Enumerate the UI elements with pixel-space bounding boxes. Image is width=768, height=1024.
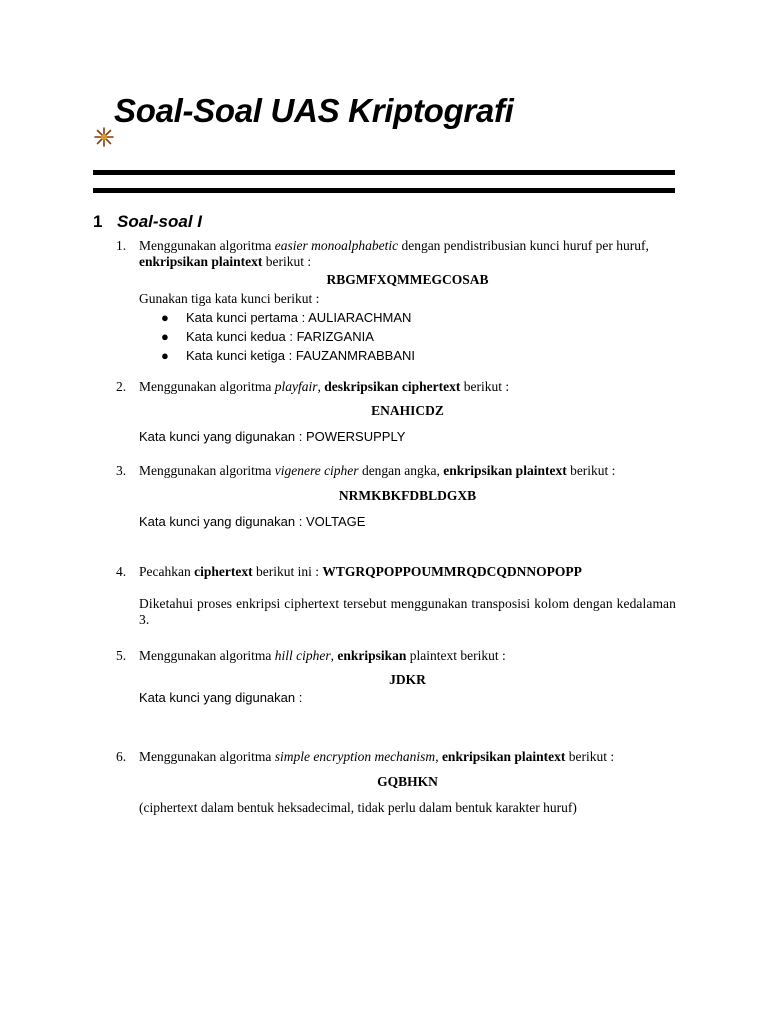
code-text: WTGRQPOPPOUMMRQDCQDNNOPOPP bbox=[322, 564, 582, 579]
question-number: 1. bbox=[116, 238, 127, 253]
question-number: 5. bbox=[116, 648, 127, 663]
text-segment: Menggunakan algoritma bbox=[139, 379, 275, 394]
text-segment: berikut : bbox=[566, 463, 616, 478]
algorithm-name: hill cipher bbox=[274, 648, 331, 663]
code-text: JDKR bbox=[389, 672, 426, 687]
text-segment: Menggunakan algoritma bbox=[139, 238, 275, 253]
question-5 bbox=[116, 648, 676, 706]
text-segment: dengan angka, bbox=[358, 463, 444, 478]
keys-intro: Gunakan tiga kata kunci berikut : bbox=[139, 291, 320, 306]
code-text: GQBHKN bbox=[377, 774, 438, 789]
task-instruction: deskripsikan ciphertext bbox=[324, 379, 461, 394]
question-note: (ciphertext dalam bentuk heksadecimal, tidak perlu dalam bentuk karakter huruf) bbox=[139, 800, 577, 815]
text-segment: Menggunakan algoritma bbox=[139, 648, 275, 663]
star-ornament-icon bbox=[94, 127, 114, 147]
task-instruction: enkripsikan plaintext bbox=[441, 749, 566, 764]
task-instruction: enkripsikan bbox=[337, 648, 407, 663]
question-note: Diketahui proses enkripsi ciphertext tersebut menggunakan transposisi kolom dengan kedalaman 3. bbox=[139, 596, 676, 627]
question-1 bbox=[116, 238, 676, 365]
list-item bbox=[139, 308, 676, 327]
question-number: 2. bbox=[116, 379, 127, 394]
key-text: Kata kunci kedua : FARIZGANIA bbox=[186, 329, 374, 344]
question-text bbox=[139, 379, 676, 395]
title-divider-top bbox=[93, 170, 675, 175]
text-segment: , bbox=[435, 749, 442, 764]
text-segment: , bbox=[317, 379, 325, 394]
text-segment: berikut : bbox=[262, 254, 312, 269]
algorithm-name: playfair bbox=[274, 379, 318, 394]
text-segment: Menggunakan algoritma bbox=[139, 463, 275, 478]
question-text bbox=[139, 238, 676, 270]
text-segment: Menggunakan algoritma bbox=[139, 749, 275, 764]
question-number: 6. bbox=[116, 749, 127, 764]
question-number: 3. bbox=[116, 463, 127, 478]
code-text: ENAHICDZ bbox=[371, 403, 444, 418]
question-text bbox=[139, 564, 676, 580]
algorithm-name: easier monoalphabetic bbox=[274, 238, 399, 253]
bullet-icon: ● bbox=[161, 310, 169, 325]
title-divider-bottom bbox=[93, 188, 675, 193]
text-segment: berikut ini : bbox=[252, 564, 323, 579]
question-2 bbox=[116, 379, 676, 445]
key-line: Kata kunci yang digunakan : bbox=[139, 690, 303, 705]
section-number: 1 bbox=[93, 212, 103, 231]
task-instruction: ciphertext bbox=[194, 564, 253, 579]
algorithm-name: vigenere cipher bbox=[274, 463, 359, 478]
question-text bbox=[139, 749, 676, 765]
list-item bbox=[139, 346, 676, 365]
text-segment: , bbox=[330, 648, 338, 663]
key-text: Kata kunci ketiga : FAUZANMRABBANI bbox=[186, 348, 416, 363]
question-6 bbox=[116, 749, 676, 816]
section-heading bbox=[93, 212, 202, 232]
text-segment: Pecahkan bbox=[139, 564, 195, 579]
question-text bbox=[139, 463, 676, 479]
text-segment: berikut : bbox=[460, 379, 510, 394]
list-item bbox=[139, 327, 676, 346]
key-line: Kata kunci yang digunakan : VOLTAGE bbox=[139, 514, 366, 529]
question-number: 4. bbox=[116, 564, 127, 579]
document-title: Soal-Soal UAS Kriptografi bbox=[114, 92, 514, 129]
key-text: Kata kunci pertama : AULIARACHMAN bbox=[186, 310, 412, 325]
section-title: Soal-soal I bbox=[117, 212, 203, 231]
algorithm-name: simple encryption mechanism bbox=[274, 749, 436, 764]
key-list bbox=[139, 308, 676, 365]
question-text bbox=[139, 648, 676, 664]
text-segment: berikut : bbox=[565, 749, 615, 764]
bullet-icon: ● bbox=[161, 329, 169, 344]
bullet-icon: ● bbox=[161, 348, 169, 363]
task-instruction: enkripsikan plaintext bbox=[443, 463, 567, 478]
code-text: RBGMFXQMMEGCOSAB bbox=[326, 272, 489, 287]
key-line: Kata kunci yang digunakan : POWERSUPPLY bbox=[139, 429, 406, 444]
question-3 bbox=[116, 463, 676, 530]
code-text: NRMKBKFDBLDGXB bbox=[338, 488, 477, 503]
question-4 bbox=[116, 564, 676, 628]
task-instruction: enkripsikan plaintext bbox=[139, 254, 263, 269]
text-segment: plaintext berikut : bbox=[406, 648, 506, 663]
text-segment: dengan pendistribusian kunci huruf per huruf, bbox=[398, 238, 649, 253]
